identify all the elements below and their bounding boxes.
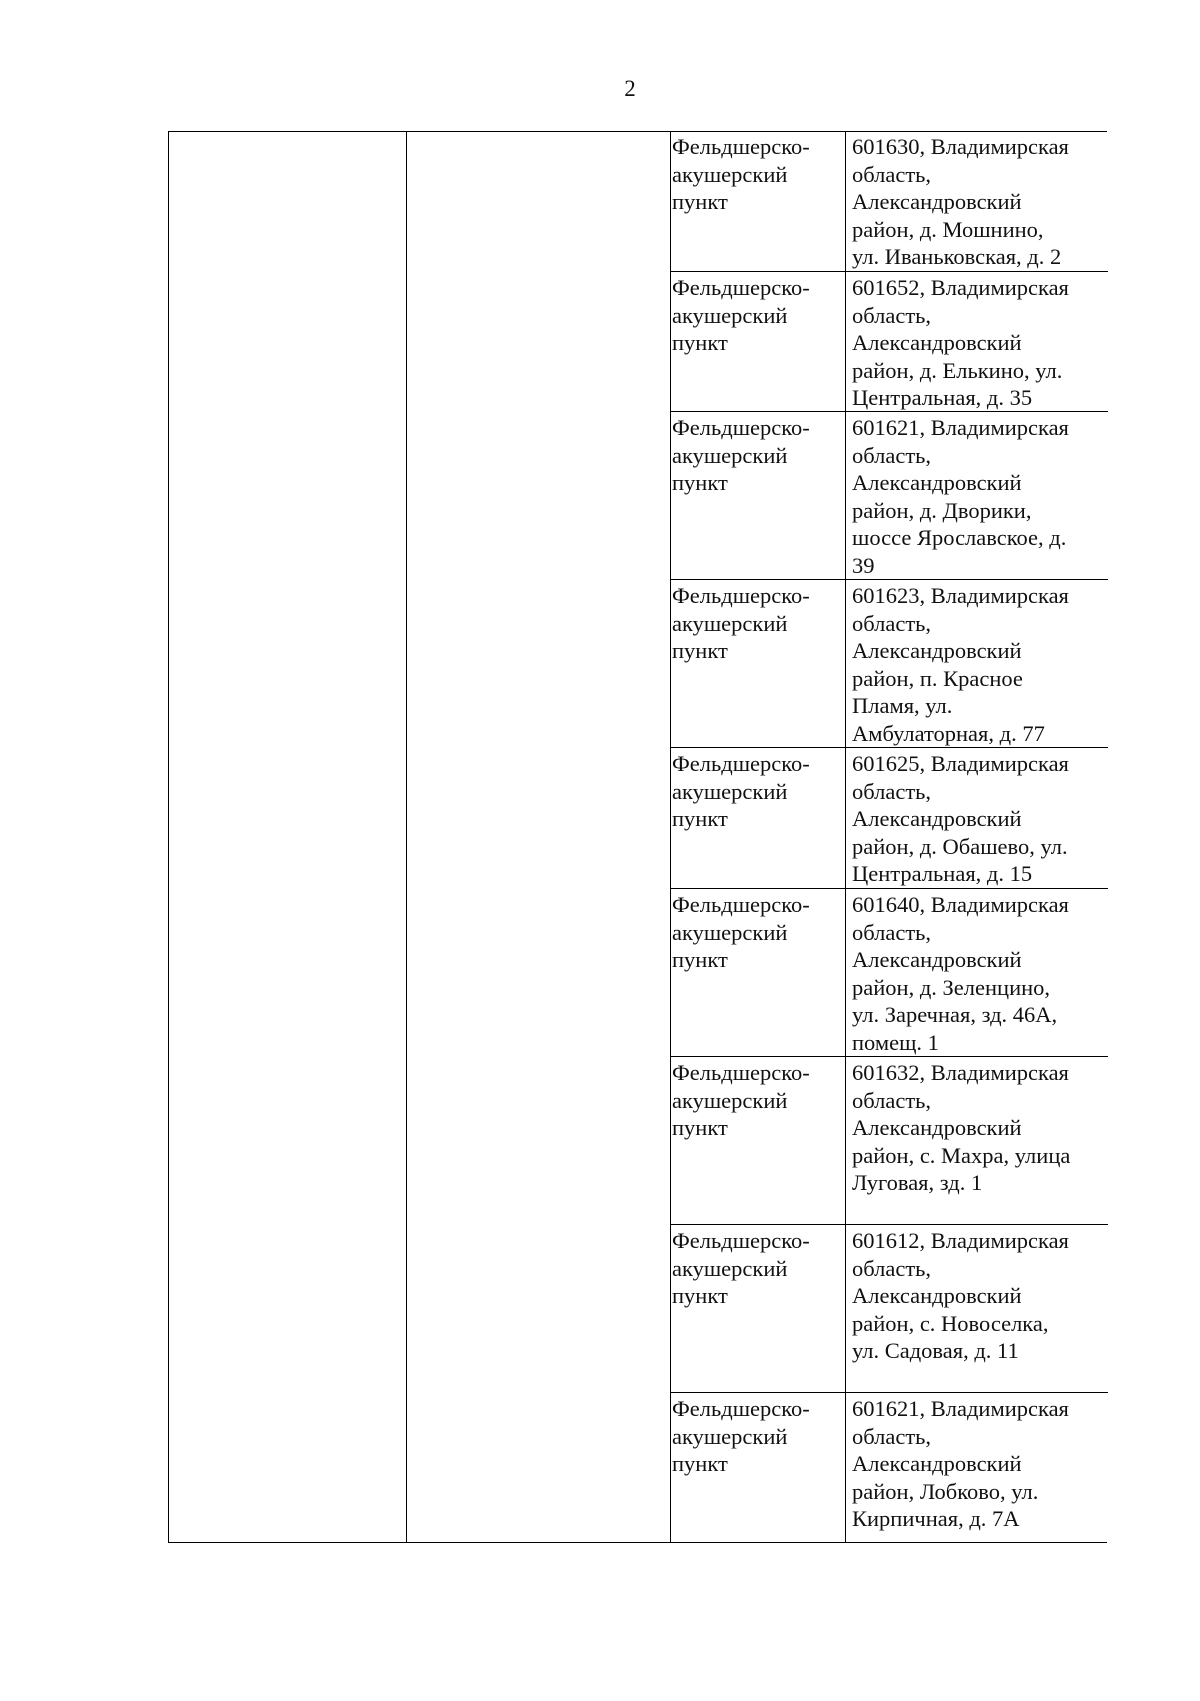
facility-type-line: акушерский (672, 1255, 788, 1281)
facility-type-cell (672, 1057, 842, 1142)
address-cell: 601630, Владимирская область, Александровский район, д. Мошнино, ул. Иваньковская, д. 2 (852, 134, 1069, 269)
facility-type-line: пункт (672, 1283, 728, 1308)
cell-divider (845, 412, 846, 579)
table-row (670, 412, 1108, 580)
cell-divider (845, 131, 846, 271)
facility-type-line: пункт (672, 638, 728, 663)
address-cell: 601625, Владимирская область, Александровский район, д. Обашево, ул. Центральная, д. 15 (852, 751, 1069, 886)
cell-divider (845, 889, 846, 1056)
facility-type-line: Фельдшерско- (672, 892, 810, 917)
address-cell: 601652, Владимирская область, Александровский район, д. Елькино, ул. Центральная, д. 35 (852, 275, 1069, 410)
facility-type-cell (672, 272, 842, 357)
address-cell: 601623, Владимирская область, Александровский район, п. Красное Пламя, ул. Амбулаторная, д. 77 (852, 583, 1069, 746)
facility-type-cell (672, 889, 842, 974)
page-number: 2 (624, 76, 636, 101)
cell-divider (845, 272, 846, 411)
facility-type-line: акушерский (672, 1423, 788, 1449)
facility-type-line: пункт (672, 330, 728, 355)
column-divider-1 (406, 131, 407, 1543)
facility-type-line: пункт (672, 806, 728, 831)
cell-divider (845, 748, 846, 888)
facility-type-line: акушерский (672, 1087, 788, 1113)
table-row (670, 131, 1108, 272)
address-cell: 601612, Владимирская область, Александровский район, с. Новоселка, ул. Садовая, д. 11 (852, 1228, 1069, 1363)
facility-type-line: пункт (672, 1451, 728, 1476)
facility-type-line: Фельдшерско- (672, 751, 810, 776)
address-cell: 601621, Владимирская область, Александровский район, Лобково, ул. Кирпичная, д. 7А (852, 1396, 1069, 1531)
facility-type-line: пункт (672, 189, 728, 214)
facility-type-line: Фельдшерско- (672, 134, 810, 159)
table-row (670, 748, 1108, 889)
facility-type-cell (672, 131, 842, 216)
cell-divider (845, 1057, 846, 1224)
address-cell: 601621, Владимирская область, Александровский район, д. Дворики, шоссе Ярославское, д. 39 (852, 415, 1069, 578)
facility-type-line: акушерский (672, 778, 788, 804)
facility-type-line: акушерский (672, 919, 788, 945)
facility-type-cell (672, 412, 842, 497)
cell-divider (845, 1393, 846, 1543)
facility-type-line: акушерский (672, 302, 788, 328)
facility-type-line: акушерский (672, 610, 788, 636)
facility-type-line: Фельдшерско- (672, 1060, 810, 1085)
cell-divider (845, 580, 846, 747)
facility-type-line: Фельдшерско- (672, 275, 810, 300)
address-cell: 601640, Владимирская область, Александровский район, д. Зеленцино, ул. Заречная, зд. 46А, помещ. 1 (852, 892, 1069, 1055)
facility-type-line: акушерский (672, 442, 788, 468)
table-body (670, 131, 1108, 1543)
table-row (670, 272, 1108, 412)
table-row (670, 1225, 1108, 1393)
facility-type-cell (672, 1393, 842, 1478)
table-row (670, 580, 1108, 748)
address-cell: 601632, Владимирская область, Александровский район, с. Махра, улица Луговая, зд. 1 (852, 1060, 1071, 1195)
facility-type-cell (672, 1225, 842, 1310)
facility-type-cell (672, 748, 842, 833)
facility-type-line: пункт (672, 1115, 728, 1140)
facility-type-line: Фельдшерско- (672, 415, 810, 440)
table-row (670, 889, 1108, 1057)
table-row (670, 1057, 1108, 1225)
facility-type-cell (672, 580, 842, 665)
facility-type-line: пункт (672, 947, 728, 972)
facility-type-line: Фельдшерско- (672, 1396, 810, 1421)
facility-type-line: Фельдшерско- (672, 1228, 810, 1253)
facility-type-line: пункт (672, 470, 728, 495)
facility-type-line: Фельдшерско- (672, 583, 810, 608)
cell-divider (845, 1225, 846, 1392)
table-row (670, 1393, 1108, 1543)
facility-type-line: акушерский (672, 161, 788, 187)
